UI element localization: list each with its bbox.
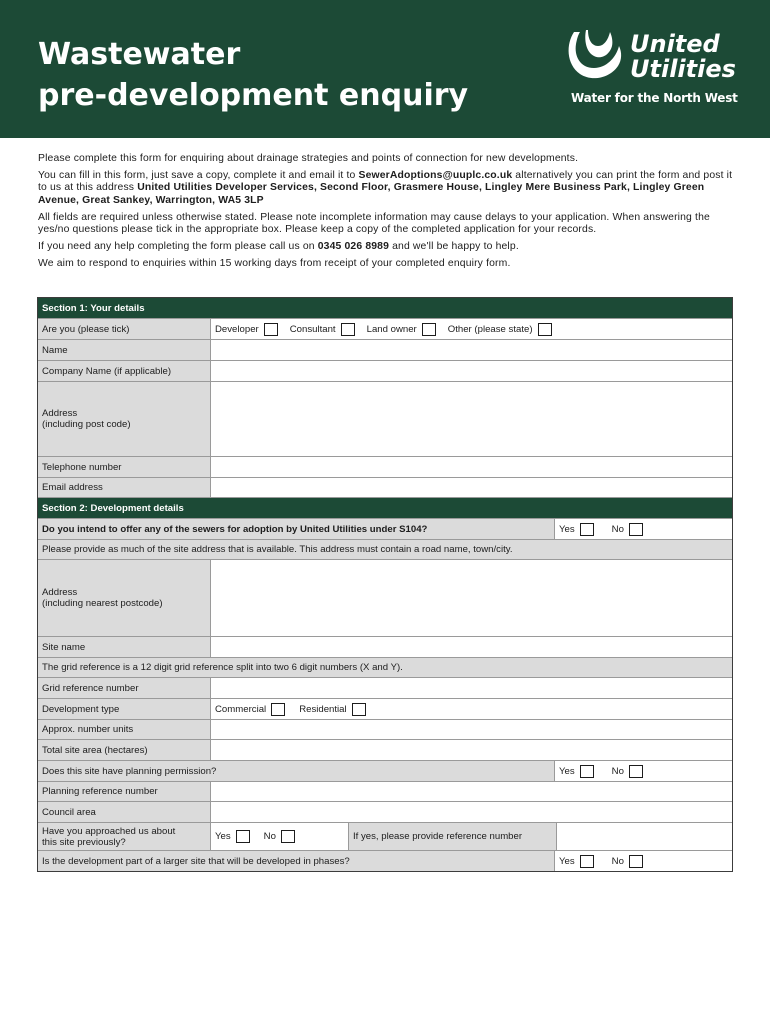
intro-p4-text-2: and we'll be happy to help. — [389, 241, 519, 253]
other-label: Other (please state) — [447, 323, 533, 335]
are-you-row — [38, 318, 732, 339]
address-label — [38, 382, 211, 456]
planning-ref-field[interactable] — [211, 782, 732, 801]
dev-type-row — [38, 698, 732, 719]
site-address-field[interactable] — [211, 560, 732, 636]
intro-p4-text: If you need any help completing the form please call us on — [38, 241, 318, 253]
intro-p2-text: You can fill in this form, just save a copy, complete it and email it to — [38, 170, 359, 182]
planning-yes — [559, 765, 594, 778]
intro-paragraph-5: We aim to respond to enquiries within 15 working days from receipt of your completed enquiry form. — [38, 258, 511, 270]
site-address-label-line-2: (including nearest postcode) — [42, 598, 163, 609]
approached-no — [264, 830, 295, 843]
land-owner-checkbox[interactable] — [422, 323, 436, 336]
option-residential — [299, 703, 365, 716]
adoption-no — [612, 523, 643, 536]
site-name-field[interactable] — [211, 637, 732, 657]
approached-yes — [215, 830, 250, 843]
intro-paragraph-4 — [38, 241, 736, 253]
consultant-label: Consultant — [289, 323, 336, 335]
adoption-yes-no — [554, 519, 732, 539]
header-banner — [0, 0, 770, 138]
address-field[interactable] — [211, 382, 732, 456]
adoption-yes-checkbox[interactable] — [580, 523, 594, 536]
phases-question: Is the development part of a larger site that will be developed in phases? — [38, 851, 554, 871]
dev-type-options — [211, 699, 732, 719]
name-row — [38, 339, 732, 360]
residential-label: Residential — [299, 703, 347, 715]
yes-label: Yes — [559, 855, 575, 867]
approached-label-line-1: Have you approached us about — [42, 825, 176, 837]
no-label: No — [611, 523, 624, 535]
logo-word-united: United — [630, 30, 720, 58]
site-address-label-line-1: Address — [42, 587, 78, 598]
land-owner-label: Land owner — [366, 323, 417, 335]
title-line-1: Wastewater — [38, 37, 241, 72]
units-label: Approx. number units — [38, 720, 211, 739]
intro-p2-text-2: alternatively you can print the form and post it to us at this address — [38, 170, 733, 194]
ref-prompt: If yes, please provide reference number — [348, 823, 556, 850]
site-address-row — [38, 559, 732, 636]
logo-swoosh-icon — [564, 26, 628, 82]
phases-yes — [559, 855, 594, 868]
section-2-header — [38, 497, 732, 518]
planning-no-checkbox[interactable] — [629, 765, 643, 778]
area-label: Total site area (hectares) — [38, 740, 211, 760]
previous-ref-field[interactable] — [556, 823, 732, 850]
adoption-row — [38, 518, 732, 539]
area-field[interactable] — [211, 740, 732, 760]
company-field[interactable] — [211, 361, 732, 381]
option-consultant — [290, 323, 355, 336]
planning-yes-checkbox[interactable] — [580, 765, 594, 778]
name-field[interactable] — [211, 340, 732, 360]
grid-ref-field[interactable] — [211, 678, 732, 698]
postal-address: United Utilities Developer Services, Second Floor, Grasmere House, Lingley Mere Business Park, Lingley Green Avenue, Great Sankey, Warrington, WA5 3LP — [38, 182, 705, 206]
site-name-label: Site name — [38, 637, 211, 657]
phases-no — [612, 855, 643, 868]
email-label: Email address — [38, 478, 211, 497]
grid-note-row — [38, 657, 732, 677]
council-label: Council area — [38, 802, 211, 822]
intro-paragraph-3: All fields are required unless otherwise stated. Please note incomplete information may cause delays to your application. When answering the yes/no questions please tick in the appropriate box. Please keep a copy of the completed application for your records. — [38, 211, 710, 236]
intro-text — [38, 153, 736, 276]
option-land-owner — [367, 323, 436, 336]
area-row — [38, 739, 732, 760]
address-label-line-2: (including post code) — [42, 419, 131, 430]
approached-yes-checkbox[interactable] — [236, 830, 250, 843]
telephone-label: Telephone number — [38, 457, 211, 477]
yes-label: Yes — [559, 523, 575, 535]
council-field[interactable] — [211, 802, 732, 822]
intro-paragraph-1: Please complete this form for enquiring about drainage strategies and points of connection for new developments. — [38, 153, 579, 164]
grid-ref-row — [38, 677, 732, 698]
approached-yes-no — [211, 823, 348, 850]
email-row — [38, 477, 732, 497]
logo-word-utilities: Utilities — [630, 55, 736, 83]
commercial-checkbox[interactable] — [271, 703, 285, 716]
title-line-2: pre-development enquiry — [38, 78, 469, 113]
site-address-note: Please provide as much of the site address that is available. This address must contain a road name, town/city. — [38, 540, 732, 559]
telephone-row — [38, 456, 732, 477]
logo-tagline: Water for the North West — [571, 91, 738, 105]
site-address-label — [38, 560, 211, 636]
email-link[interactable]: SewerAdoptions@uuplc.co.uk — [358, 170, 513, 182]
are-you-label: Are you (please tick) — [38, 319, 211, 339]
company-label: Company Name (if applicable) — [38, 361, 211, 381]
planning-no — [612, 765, 643, 778]
address-row — [38, 381, 732, 456]
email-field[interactable] — [211, 478, 732, 497]
company-row — [38, 360, 732, 381]
phases-yes-no — [554, 851, 732, 871]
approached-row — [38, 822, 732, 850]
section-1-title: Section 1: Your details — [42, 302, 145, 314]
approached-label-line-2: this site previously? — [42, 836, 126, 848]
planning-yes-no — [554, 761, 732, 781]
are-you-options — [211, 319, 732, 339]
option-commercial — [215, 703, 285, 716]
units-row — [38, 719, 732, 739]
council-row — [38, 801, 732, 822]
developer-checkbox[interactable] — [264, 323, 278, 336]
no-label: No — [263, 831, 276, 842]
no-label: No — [611, 855, 624, 867]
other-checkbox[interactable] — [538, 323, 552, 336]
phases-yes-checkbox[interactable] — [580, 855, 594, 868]
address-label-line-1: Address — [42, 408, 78, 419]
united-utilities-logo — [562, 26, 742, 112]
planning-ref-label: Planning reference number — [38, 782, 211, 801]
no-label: No — [611, 765, 624, 777]
phases-no-checkbox[interactable] — [629, 855, 643, 868]
section-2-title: Section 2: Development details — [42, 502, 184, 514]
approached-no-checkbox[interactable] — [281, 830, 295, 843]
telephone-field[interactable] — [211, 457, 732, 477]
planning-question: Does this site have planning permission? — [38, 761, 554, 781]
units-field[interactable] — [211, 720, 732, 739]
adoption-no-checkbox[interactable] — [629, 523, 643, 536]
section-1-header — [38, 298, 732, 318]
name-label: Name — [38, 340, 211, 360]
consultant-checkbox[interactable] — [341, 323, 355, 336]
adoption-yes — [559, 523, 594, 536]
dev-type-label: Development type — [38, 699, 211, 719]
option-other — [448, 323, 552, 336]
page-title — [38, 34, 498, 116]
phases-row — [38, 850, 732, 871]
enquiry-form — [37, 297, 733, 872]
site-address-note-row — [38, 539, 732, 559]
planning-row — [38, 760, 732, 781]
yes-label: Yes — [215, 831, 231, 842]
intro-paragraph-2 — [38, 170, 736, 207]
option-developer — [215, 323, 278, 336]
help-phone: 0345 026 8989 — [317, 241, 390, 253]
developer-label: Developer — [215, 323, 259, 335]
grid-ref-label: Grid reference number — [38, 678, 211, 698]
grid-note: The grid reference is a 12 digit grid reference split into two 6 digit numbers (X and Y). — [38, 658, 732, 677]
planning-ref-row — [38, 781, 732, 801]
residential-checkbox[interactable] — [352, 703, 366, 716]
approached-label — [38, 823, 211, 850]
yes-label: Yes — [559, 765, 575, 777]
commercial-label: Commercial — [215, 703, 267, 715]
adoption-question: Do you intend to offer any of the sewers for adoption by United Utilities under S104? — [38, 519, 554, 539]
site-name-row — [38, 636, 732, 657]
